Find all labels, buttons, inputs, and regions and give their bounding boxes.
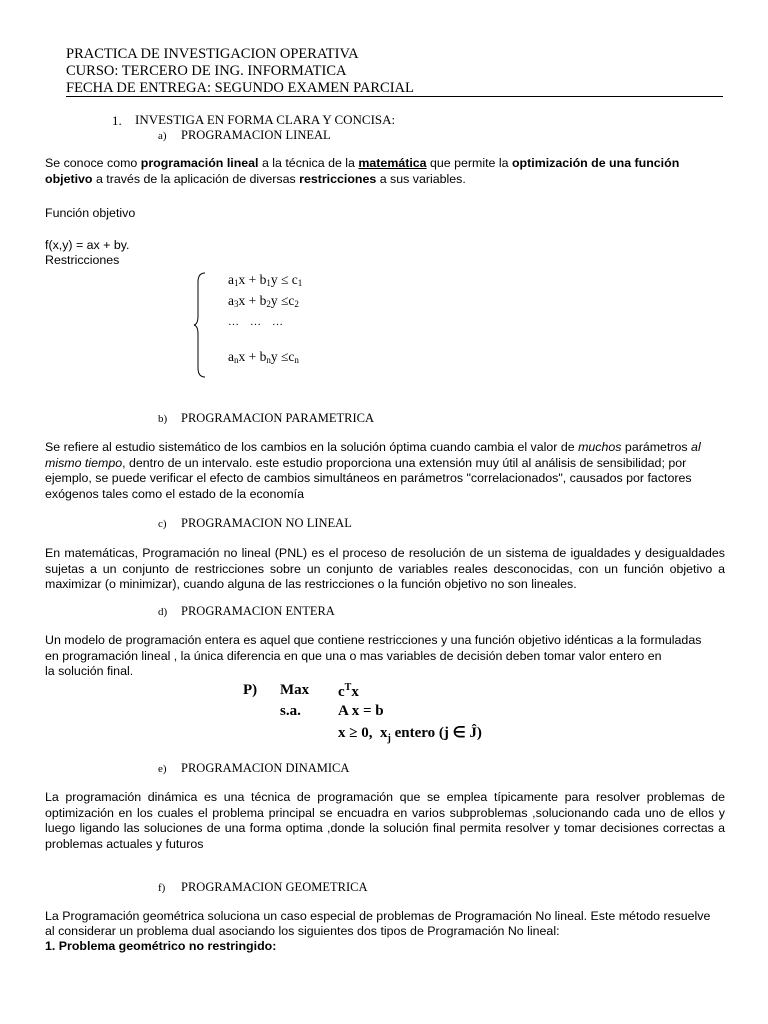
restricciones-label: Restricciones (45, 253, 120, 267)
parametrica-paragraph: Se refiere al estudio sistemático de los cambios en la solución óptima cuando cambia el valor de muchos parámetros al mismo tiempo, dentro de un intervalo. este estudio proporciona una extensión muy útil al análisis de sensibilidad; por ejemplo, se puede verificar el efecto de cambios simultáneos en parámetros "correlacionados", causados por factores exógenos tales como el estado de la economía (45, 440, 701, 501)
geometrica-line-1: La Programación geométrica soluciona un caso especial de problemas de Programación No lineal. Este método resuelve (45, 909, 711, 923)
header-course-level: CURSO: TERCERO DE ING. INFORMATICA (66, 63, 347, 79)
entera-line-1: Un modelo de programación entera es aquel que contiene restricciones y una función objetivo idénticas a la formuladas (45, 633, 702, 647)
funcion-objetivo-label: Función objetivo (45, 206, 136, 220)
question-number: 1. (112, 113, 122, 128)
restriction-n: $a_nx + b_ny \le c_n$ (228, 349, 299, 365)
entera-formula-constraint: A x = b (338, 703, 384, 719)
lineal-text-4: a través de la aplicación de diversas (92, 171, 300, 186)
dinamica-paragraph: La programación dinámica es una técnica de programación que se emplea típicamente para resolver problemas de optimización en los cuales el problema principal se encuadra en varios subproblemas ,solucionando cada uno de ellos y luego ligando las soluciones de una forma optima ,donde la solución final permita resolver y tomar decisiones correctas a problemas actuales y futuros (45, 790, 725, 851)
lineal-term-programacion: programación lineal (140, 156, 259, 170)
section-d-title: PROGRAMACION ENTERA (181, 604, 335, 618)
entera-formula-max: Max (280, 682, 310, 698)
section-e-title: PROGRAMACION DINAMICA (181, 761, 350, 775)
entera-formula-domain: x ≥ 0, $x_j$ entero (j ∈ Ĵ) (338, 725, 482, 744)
restriction-1: $a_1x + b_1y \le c_1$ (228, 272, 303, 288)
section-a-letter: a) (158, 130, 167, 142)
entera-formula-sa: s.a. (280, 703, 301, 719)
section-a-title: PROGRAMACION LINEAL (181, 128, 331, 142)
section-b-title: PROGRAMACION PARAMETRICA (181, 411, 374, 425)
restrictions-brace (193, 272, 207, 378)
restriction-ellipsis: … … … (228, 316, 283, 328)
section-f-title: PROGRAMACION GEOMETRICA (181, 880, 368, 894)
section-b-letter: b) (158, 413, 168, 425)
lineal-term-restricciones: restricciones (299, 171, 377, 186)
lineal-term-optimizacion: optimización de una función objetivo (45, 156, 680, 186)
section-d-letter: d) (158, 606, 168, 618)
lineal-text-5: a sus variables. (376, 171, 466, 186)
header-course-title: PRACTICA DE INVESTIGACION OPERATIVA (66, 46, 359, 62)
restriction-2: $a_3x + b_2y \le c_2$ (228, 293, 299, 309)
funcion-objetivo-formula: f(x,y) = ax + by. (45, 238, 130, 252)
lineal-link-matematica[interactable]: matemática (358, 156, 427, 170)
lineal-paragraph (45, 156, 725, 187)
entera-line-3: la solución final. (45, 664, 134, 678)
section-f-letter: f) (158, 882, 166, 894)
lineal-text-1: Se conoce como (45, 156, 141, 170)
section-c-letter: c) (158, 518, 167, 530)
section-e-letter: e) (158, 763, 167, 775)
entera-formula-objective: $c^Tx$ (338, 682, 359, 700)
lineal-text-2: a la técnica de la (258, 156, 359, 170)
section-c-title: PROGRAMACION NO LINEAL (181, 516, 352, 530)
geometrica-heading: 1. Problema geométrico no restringido: (45, 939, 277, 953)
entera-formula-label: P) (243, 682, 258, 698)
nolineal-paragraph: En matemáticas, Programación no lineal (PNL) es el proceso de resolución de un sistema de igualdades y desigualdades sujetas a un conjunto de restricciones sobre un conjunto de variables reales desconocidas, con un función objetivo a maximizar (o minimizar), cuando alguna de las restricciones o la función objetivo no son lineales. (45, 546, 725, 591)
geometrica-line-2: al considerar un problema dual asociando los siguientes dos tipos de Programación No lineal: (45, 924, 560, 938)
header-due-date: FECHA DE ENTREGA: SEGUNDO EXAMEN PARCIAL (66, 80, 414, 96)
lineal-text-3: que permite la (426, 156, 512, 170)
header-divider (66, 96, 723, 97)
entera-line-2: en programación lineal , la única diferencia en que una o mas variables de decisión deben tomar valor entero en (45, 649, 662, 663)
question-text: INVESTIGA EN FORMA CLARA Y CONCISA: (135, 112, 396, 127)
